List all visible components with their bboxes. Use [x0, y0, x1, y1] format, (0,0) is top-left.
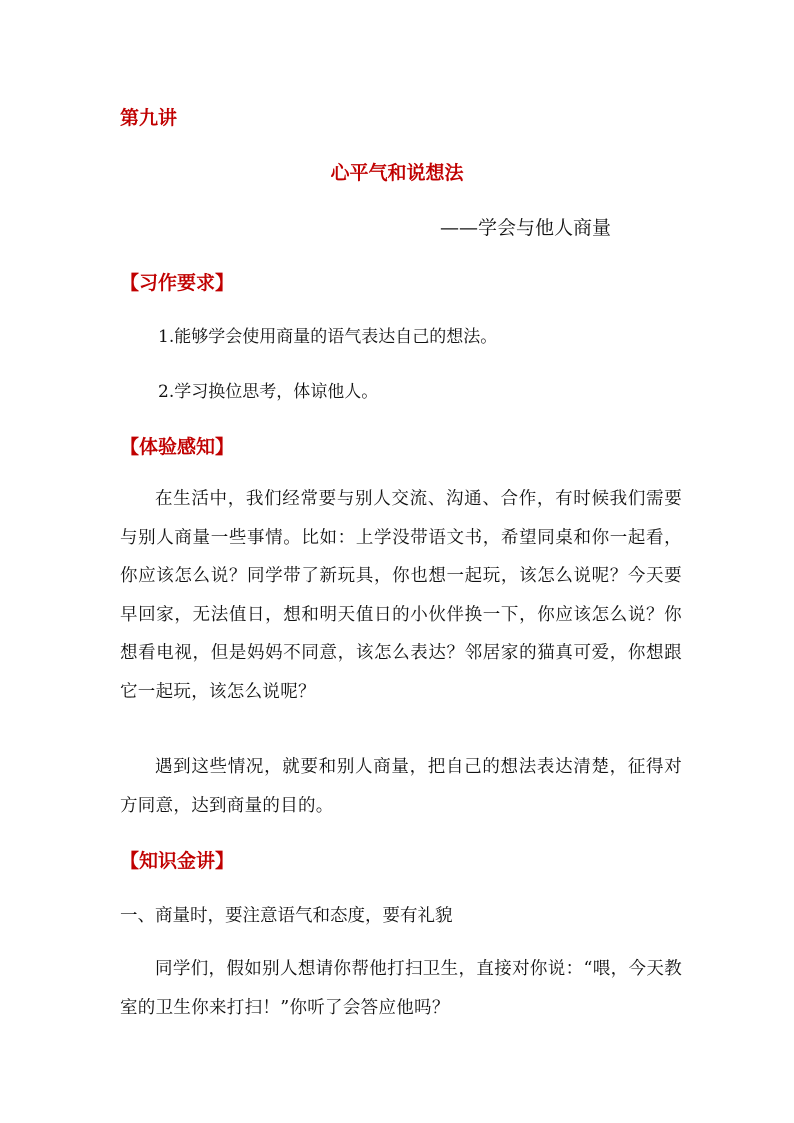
- section-heading-knowledge: 【知识金讲】: [120, 850, 235, 872]
- document-subtitle: ——学会与他人商量: [440, 217, 612, 239]
- section-heading-requirements: 【习作要求】: [120, 272, 235, 294]
- knowledge-point-1: 一、商量时，要注意语气和态度，要有礼貌: [120, 906, 453, 926]
- requirement-item: 2.学习换位思考，体谅他人。: [158, 382, 379, 402]
- document-title: 心平气和说想法: [330, 162, 464, 184]
- requirement-item: 1.能够学会使用商量的语气表达自己的想法。: [158, 327, 498, 347]
- section-heading-experience: 【体验感知】: [120, 436, 235, 458]
- lesson-label: 第九讲: [120, 107, 178, 129]
- experience-paragraph: 遇到这些情况，就要和别人商量，把自己的想法表达清楚，征得对方同意，达到商量的目的。: [120, 757, 682, 816]
- experience-paragraph: 在生活中，我们经常要与别人交流、沟通、合作，有时候我们需要与别人商量一些事情。比如：上学没带语文书，希望同桌和你一起看，你应该怎么说？同学带了新玩具，你也想一起玩，该怎么说呢？今天要早回家，无法值日，想和明天值日的小伙伴换一下，你应该怎么说？你想看电视，但是妈妈不同意，该怎么表达？邻居家的猫真可爱，你想跟它一起玩，该怎么说呢？: [120, 489, 682, 702]
- knowledge-paragraph: 同学们，假如别人想请你帮他打扫卫生，直接对你说：“喂，今天教室的卫生你来打扫！”你听了会答应他吗？: [120, 959, 682, 1018]
